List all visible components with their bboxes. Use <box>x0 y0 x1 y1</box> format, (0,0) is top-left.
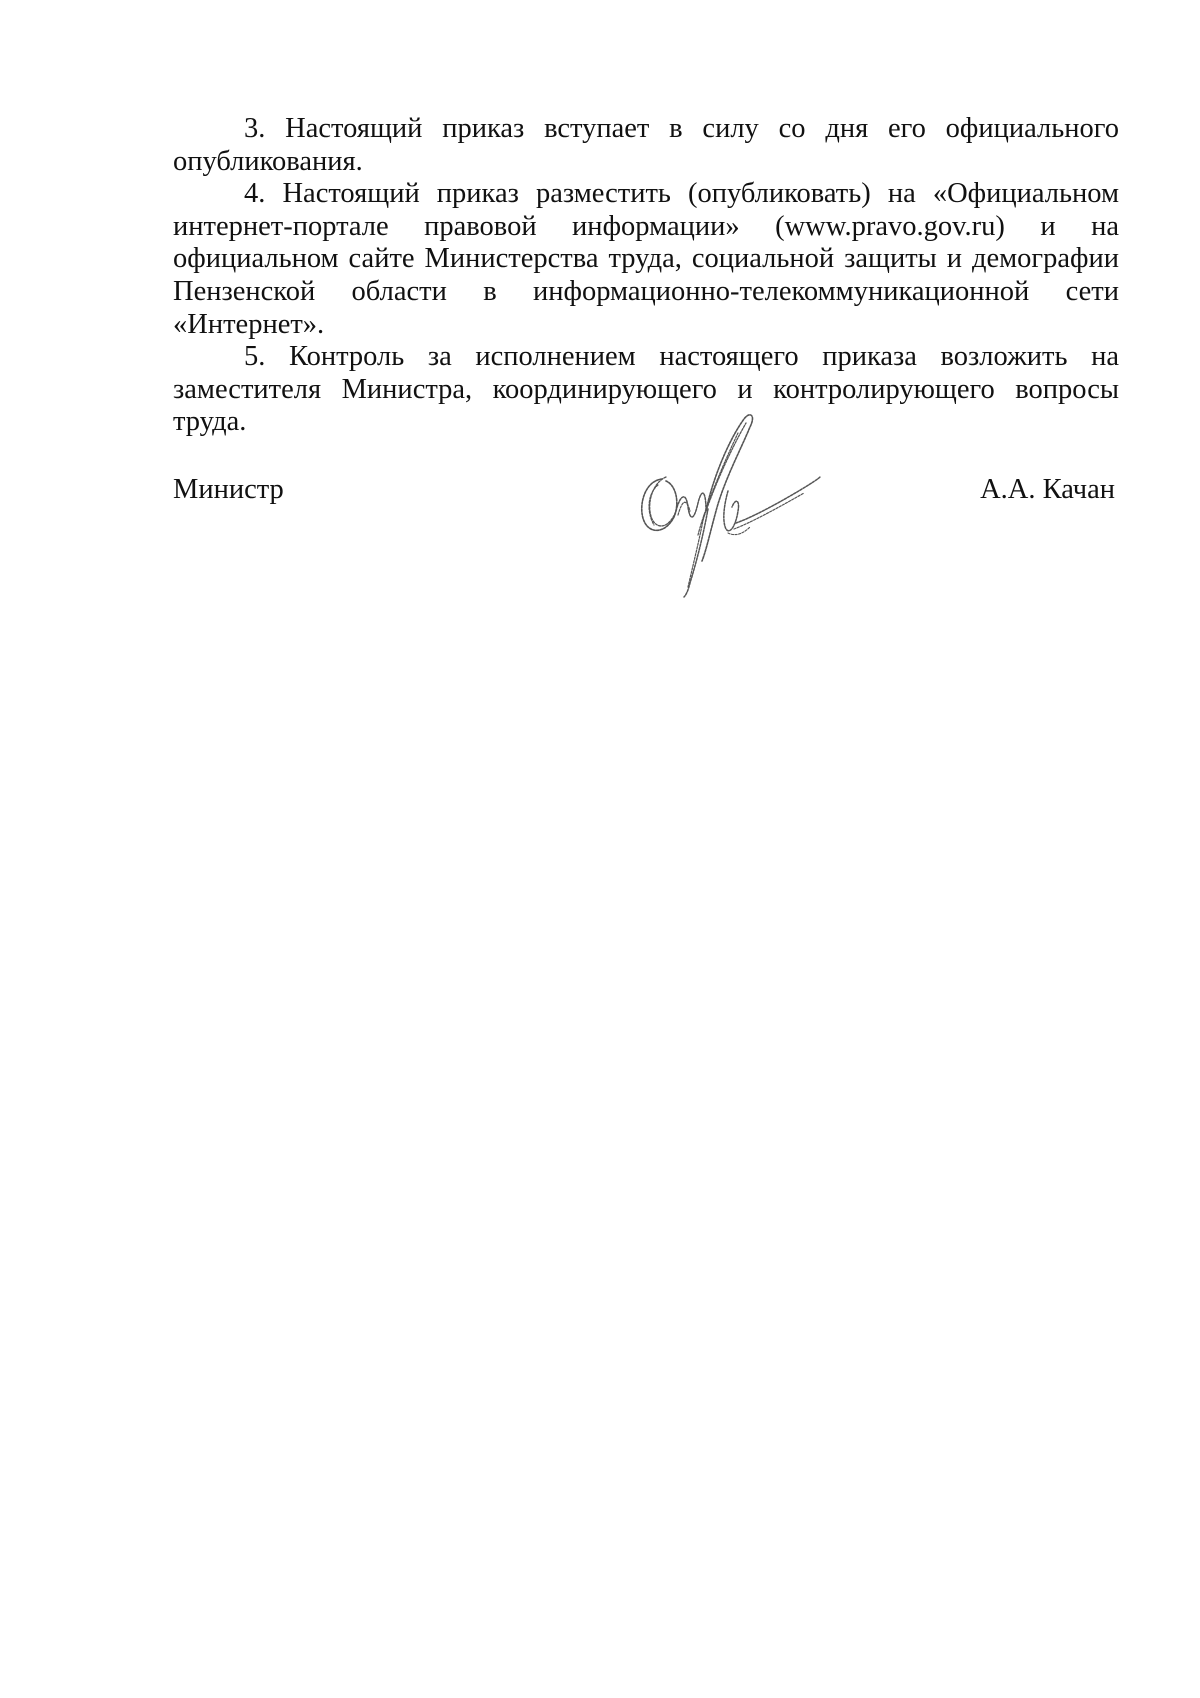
paragraph-3: 3. Настоящий приказ вступает в силу со дня его официального опубликования. <box>173 113 1119 177</box>
document-body <box>173 113 1119 439</box>
paragraph-5: 5. Контроль за исполнением настоящего приказа возложить на заместителя Министра, координирующего и контролирующего вопросы труда. <box>173 341 1119 438</box>
signatory-name: А.А. Качан <box>980 474 1115 505</box>
signatory-position: Министр <box>173 474 284 505</box>
handwritten-signature-icon <box>632 411 832 607</box>
paragraph-4: 4. Настоящий приказ разместить (опубликовать) на «Официальном интернет-портале правовой информации» (www.pravo.gov.ru) и на официальном сайте Министерства труда, социальной защиты и демографии Пензенской области в информационно-телекоммуникационной сети «Интернет». <box>173 178 1119 340</box>
